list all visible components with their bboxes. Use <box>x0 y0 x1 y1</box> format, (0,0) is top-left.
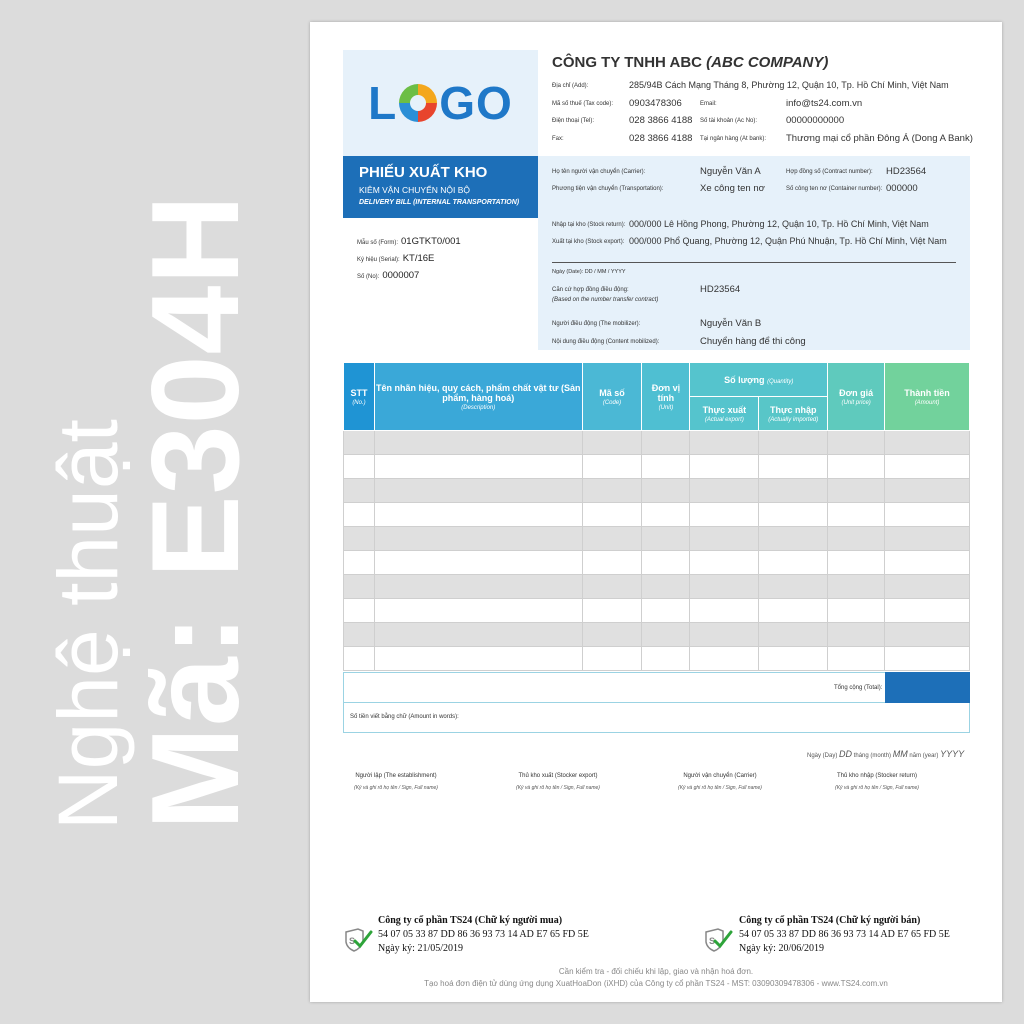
col-actual-import: Thực nhập (Actually imported) <box>759 397 828 431</box>
footer-line1: Cần kiểm tra - đối chiếu khi lập, giao và nhận hoá đơn. <box>558 967 754 976</box>
document-title: PHIẾU XUẤT KHO <box>359 164 488 181</box>
form-number-value: 01GTKT0/001 <box>401 236 461 247</box>
account-value: 00000000000 <box>786 115 845 126</box>
stock-export-label: Xuất tại kho (Stock export): <box>552 239 625 245</box>
buyer-digital-signature <box>378 915 589 954</box>
col-code: Mã số (Code) <box>582 363 642 431</box>
signature-instruction: (Ký và ghi rõ họ tên / Sign, Full name) <box>835 785 919 791</box>
esign-title: Công ty cổ phần TS24 (Chữ ký người bán) <box>739 915 921 926</box>
tax-label: Mã số thuế (Tax code): <box>552 101 614 107</box>
fax-value: 028 3866 4188 <box>629 133 693 144</box>
signature-stocker-return <box>812 773 942 791</box>
footer-line2: Tạo hoá đơn điện tử dùng ứng dụng XuatHoaDon (iXHD) của Công ty cổ phần TS24 - MST: 03090309478306 - www.TS24.com.vn <box>424 979 888 988</box>
contract-value: HD23564 <box>886 166 927 177</box>
stock-return-value: 000/000 Lê Hồng Phong, Phường 12, Quận 10, Tp. Hồ Chí Minh, Việt Nam <box>629 219 929 229</box>
side-caption-line1: Nghệ thuật <box>41 419 135 831</box>
side-banner <box>0 0 300 1024</box>
esign-title: Công ty cổ phần TS24 (Chữ ký người mua) <box>378 915 563 926</box>
stock-return-label: Nhập tại kho (Stock return): <box>552 222 626 228</box>
esign-code: 54 07 05 33 87 DD 86 36 93 73 14 AD E7 65 FD 5E <box>378 929 589 940</box>
signature-title: Thủ kho nhập (Stocker return) <box>836 773 918 779</box>
footer-note <box>310 967 1002 991</box>
container-value: 000000 <box>886 183 918 194</box>
col-stt: STT (No.) <box>344 363 375 431</box>
seller-digital-signature <box>739 915 950 954</box>
logo-letters-go: GO <box>439 77 513 129</box>
doc-number <box>357 270 461 281</box>
table-row <box>344 599 970 623</box>
email-value: info@ts24.com.vn <box>786 98 863 109</box>
tax-value: 0903478306 <box>629 98 682 109</box>
total-value-box <box>885 672 970 703</box>
doc-number-value: 0000007 <box>382 270 420 281</box>
table-row <box>344 623 970 647</box>
esign-date: Ngày ký: 21/05/2019 <box>378 943 463 954</box>
col-unit: Đơn vị tính (Unit) <box>642 363 690 431</box>
form-meta <box>357 236 461 287</box>
logo-letter-l: L <box>368 77 398 129</box>
bank-value: Thương mại cổ phần Đông Á (Dong A Bank) <box>786 133 973 144</box>
serial <box>357 253 461 264</box>
signing-date: Ngày (Day) DD tháng (month) MM năm (year) YYYY <box>807 749 965 759</box>
signature-instruction: (Ký và ghi rõ họ tên / Sign, Full name) <box>354 785 438 791</box>
amount-in-words-label: Số tiền viết bằng chữ (Amount in words): <box>350 714 459 720</box>
tel-label: Điện thoại (Tel): <box>552 118 595 124</box>
address-value: 285/94B Cách Mạng Tháng 8, Phường 12, Quận 10, Tp. Hồ Chí Minh, Việt Nam <box>629 80 949 90</box>
total-row <box>343 672 970 703</box>
esign-date: Ngày ký: 20/06/2019 <box>739 943 824 954</box>
signature-instruction: (Ký và ghi rõ họ tên / Sign, Full name) <box>678 785 762 791</box>
table-row <box>344 575 970 599</box>
svg-text:S: S <box>349 936 356 946</box>
logo-ring-icon <box>399 84 437 122</box>
carrier-label: Họ tên người vận chuyển (Carrier): <box>552 169 646 175</box>
logo-wordmark <box>368 76 513 130</box>
esign-code: 54 07 05 33 87 DD 86 36 93 73 14 AD E7 65 FD 5E <box>739 929 950 940</box>
content-value: Chuyển hàng để thi công <box>700 336 806 347</box>
invoice-paper <box>310 22 1002 1002</box>
document-title-block <box>343 156 538 218</box>
col-description: Tên nhãn hiệu, quy cách, phẩm chất vật tư (Sản phẩm, hàng hoá) (Description) <box>374 363 582 431</box>
contract-label: Hợp đồng số (Contract number): <box>786 169 873 175</box>
date-label: Ngày (Date): DD / MM / YYYY <box>552 269 626 275</box>
container-label: Số công ten nơ (Container number): <box>786 186 883 192</box>
side-caption-line2: Mã: E304H <box>127 193 265 831</box>
basis-label-en: (Based on the number transfer contract) <box>552 297 659 303</box>
fax-label: Fax: <box>552 136 564 142</box>
carrier-value: Nguyễn Văn A <box>700 166 761 177</box>
email-label: Email: <box>700 101 717 107</box>
svg-text:S: S <box>709 936 716 946</box>
digital-signature-check-icon <box>703 928 733 952</box>
col-actual-export: Thực xuất (Actual export) <box>690 397 759 431</box>
table-row <box>344 527 970 551</box>
signature-instruction: (Ký và ghi rõ họ tên / Sign, Full name) <box>516 785 600 791</box>
vehicle-value: Xe công ten nơ <box>700 183 765 194</box>
address-label: Địa chỉ (Add): <box>552 83 589 89</box>
company-logo <box>343 50 538 156</box>
signature-title: Người lập (The establishment) <box>355 773 437 779</box>
mobilizer-value: Nguyễn Văn B <box>700 318 762 329</box>
table-row <box>344 431 970 455</box>
amount-in-words-row <box>343 703 970 733</box>
serial-label: Ký hiệu (Serial): <box>357 257 400 263</box>
signature-establishment <box>331 773 461 791</box>
table-row <box>344 551 970 575</box>
signature-title: Người vận chuyển (Carrier) <box>683 773 757 779</box>
doc-number-label: Số (No): <box>357 274 380 280</box>
signature-title: Thủ kho xuất (Stocker export) <box>518 773 598 779</box>
col-amount: Thành tiền (Amount) <box>885 363 970 431</box>
vehicle-label: Phương tiện vận chuyển (Transportation): <box>552 186 664 192</box>
divider <box>552 262 956 263</box>
table-row <box>344 503 970 527</box>
account-label: Số tài khoản (Ac No): <box>700 118 758 124</box>
stock-export-value: 000/000 Phổ Quang, Phường 12, Quận Phú Nhuận, Tp. Hồ Chí Minh, Việt Nam <box>629 236 947 246</box>
bank-label: Tại ngân hàng (At bank): <box>700 136 767 142</box>
col-unit-price: Đơn giá (Unit price) <box>828 363 885 431</box>
basis-value: HD23564 <box>700 284 741 295</box>
digital-signature-check-icon <box>343 928 373 952</box>
company-name-en: (ABC COMPANY) <box>706 54 829 71</box>
side-caption <box>41 193 265 831</box>
signature-stocker-export <box>493 773 623 791</box>
col-quantity: Số lượng (Quantity) <box>690 363 828 397</box>
serial-value: KT/16E <box>402 253 435 264</box>
content-label: Nội dung điều động (Content mobilized): <box>552 339 660 345</box>
form-number-label: Mẫu số (Form): <box>357 240 399 246</box>
tel-value: 028 3866 4188 <box>629 115 693 126</box>
table-row <box>344 455 970 479</box>
signature-carrier <box>655 773 785 791</box>
basis-label: Căn cứ hợp đồng điều động: <box>552 287 629 293</box>
mobilizer-label: Người điều động (The mobilizer): <box>552 321 641 327</box>
document-subtitle: KIÊM VẬN CHUYỂN NỘI BỘ <box>359 185 470 195</box>
document-subtitle-en: DELIVERY BILL (INTERNAL TRANSPORTATION) <box>359 199 520 206</box>
company-name: CÔNG TY TNHH ABC (ABC COMPANY) <box>552 54 829 71</box>
total-label: Tổng cộng (Total): <box>834 685 883 691</box>
items-table <box>343 362 970 671</box>
company-info <box>552 54 992 154</box>
table-row <box>344 647 970 671</box>
table-row <box>344 479 970 503</box>
form-number <box>357 236 461 247</box>
